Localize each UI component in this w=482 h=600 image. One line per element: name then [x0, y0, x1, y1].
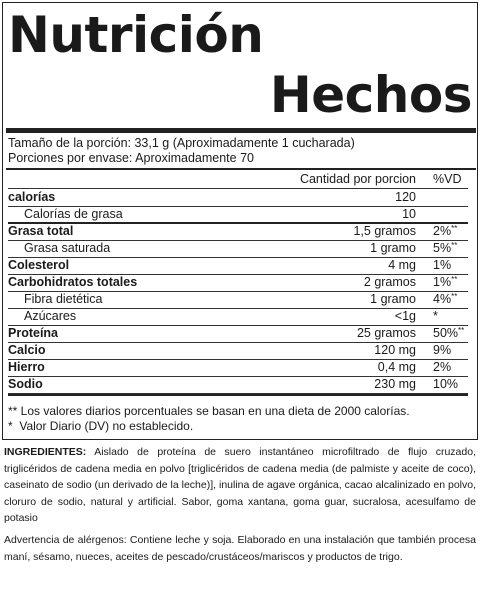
table-row [8, 291, 468, 308]
nutrient-name: Carbohidratos totales [8, 275, 138, 289]
servings-per-container: Porciones por envase: Aproximadamente 70 [8, 151, 254, 165]
title-line-2: Hechos [269, 66, 472, 124]
table-row [8, 342, 468, 359]
nutrient-dv [433, 291, 457, 308]
nutrient-dv-value: 4% [433, 292, 452, 306]
allergen-warning: Advertencia de alérgenos: Contiene leche y soja. Elaborado en una instalación que también procesa maní, sésamo, nueces, aceites de pescado/crustáceos/mariscos y productos de trigo. [4, 534, 476, 563]
nutrient-name: Grasa saturada [24, 241, 111, 255]
footnote-daily-values: ** Los valores diarios porcentuales se basan en una dieta de 2000 calorías. [8, 404, 410, 418]
nutrient-name: Proteína [8, 326, 59, 340]
nutrient-name: Hierro [8, 360, 45, 374]
serving-size: Tamaño de la porción: 33,1 g (Aproximadamente 1 cucharada) [8, 136, 355, 150]
table-row [8, 274, 468, 291]
nutrient-amount: 10 [402, 207, 416, 221]
nutrient-name: Fibra dietética [24, 292, 103, 306]
serving-info [8, 136, 355, 166]
nutrient-name: Azúcares [24, 309, 77, 323]
nutrient-dv-mark: ** [451, 275, 458, 284]
nutrient-dv-value: 50% [433, 326, 459, 340]
nutrient-amount: 0,4 mg [377, 360, 416, 374]
nutrient-amount: 2 gramos [363, 275, 416, 289]
nutrient-amount: 230 mg [374, 377, 416, 391]
nutrient-name: Sodio [8, 377, 43, 391]
nutrient-dv-value: 1% [433, 275, 452, 289]
footnotes [8, 404, 410, 434]
nutrient-dv-value: 2% [433, 360, 452, 374]
nutrient-dv-value: 1% [433, 258, 452, 272]
nutrient-dv [433, 308, 438, 325]
nutrient-name: Colesterol [8, 258, 70, 272]
table-bottom-divider [8, 394, 468, 396]
nutrient-amount: 1 gramo [370, 241, 416, 255]
table-row [8, 325, 468, 342]
nutrient-amount: <1g [394, 309, 416, 323]
nutrient-dv [433, 257, 451, 274]
table-row [8, 223, 468, 240]
header-dv: %VD [433, 172, 462, 186]
nutrient-amount: 4 mg [388, 258, 416, 272]
nutrient-dv-mark: ** [458, 326, 465, 335]
nutrient-dv-mark: ** [451, 224, 458, 233]
table-row [8, 359, 468, 376]
header-amount: Cantidad por porcion [299, 172, 416, 186]
nutrient-name: Calcio [8, 343, 46, 357]
nutrient-dv-value: 9% [433, 343, 452, 357]
ingredients-text: Aislado de proteína de suero instantáneo microfiltrado de flujo cruzado, triglicéridos de cadena media en polvo [triglicéridos de cadena media (de palmiste y aceite de coco), caseinato de sodio (un derivado de la leche)], inulina de agave orgánica, cacao alcalinizado en polvo, cloruro de sodio, natural y artificial. Sabor, goma xantana, goma guar, sucralosa, acesulfamo de potasio [4, 446, 476, 524]
nutrient-name: Grasa total [8, 224, 74, 238]
nutrient-amount: 25 gramos [356, 326, 416, 340]
nutrient-amount: 1 gramo [370, 292, 416, 306]
nutrient-dv-value: 2% [433, 224, 452, 238]
table-header-row [8, 171, 468, 188]
table-row [8, 206, 468, 223]
table-row [8, 189, 468, 206]
nutrient-dv [433, 342, 451, 359]
table-row [8, 376, 468, 393]
nutrient-dv [433, 223, 457, 240]
nutrient-dv-value: * [433, 309, 438, 323]
table-row [8, 308, 468, 325]
nutrient-amount: 120 [395, 190, 416, 204]
nutrient-name: calorías [8, 190, 56, 204]
nutrient-dv-mark: ** [451, 292, 458, 301]
title-line-1: Nutrición [8, 6, 264, 64]
nutrient-dv [433, 274, 457, 291]
serving-separator [6, 168, 476, 170]
nutrient-dv [433, 376, 458, 393]
table-row [8, 257, 468, 274]
ingredients-label: INGREDIENTES: [4, 446, 87, 458]
nutrient-dv [433, 325, 464, 342]
title-separator [6, 128, 476, 133]
nutrient-dv-value: 5% [433, 241, 452, 255]
nutrient-dv [433, 359, 451, 376]
table-row [8, 240, 468, 257]
nutrient-dv-value: 10% [433, 377, 459, 391]
ingredients [4, 444, 476, 527]
nutrient-dv [433, 240, 457, 257]
nutrient-dv-mark: ** [451, 241, 458, 250]
nutrient-name: Calorías de grasa [24, 207, 123, 221]
nutrient-amount: 120 mg [374, 343, 416, 357]
nutrient-amount: 1,5 gramos [353, 224, 416, 238]
footnote-not-established: * Valor Diario (DV) no establecido. [8, 419, 194, 433]
